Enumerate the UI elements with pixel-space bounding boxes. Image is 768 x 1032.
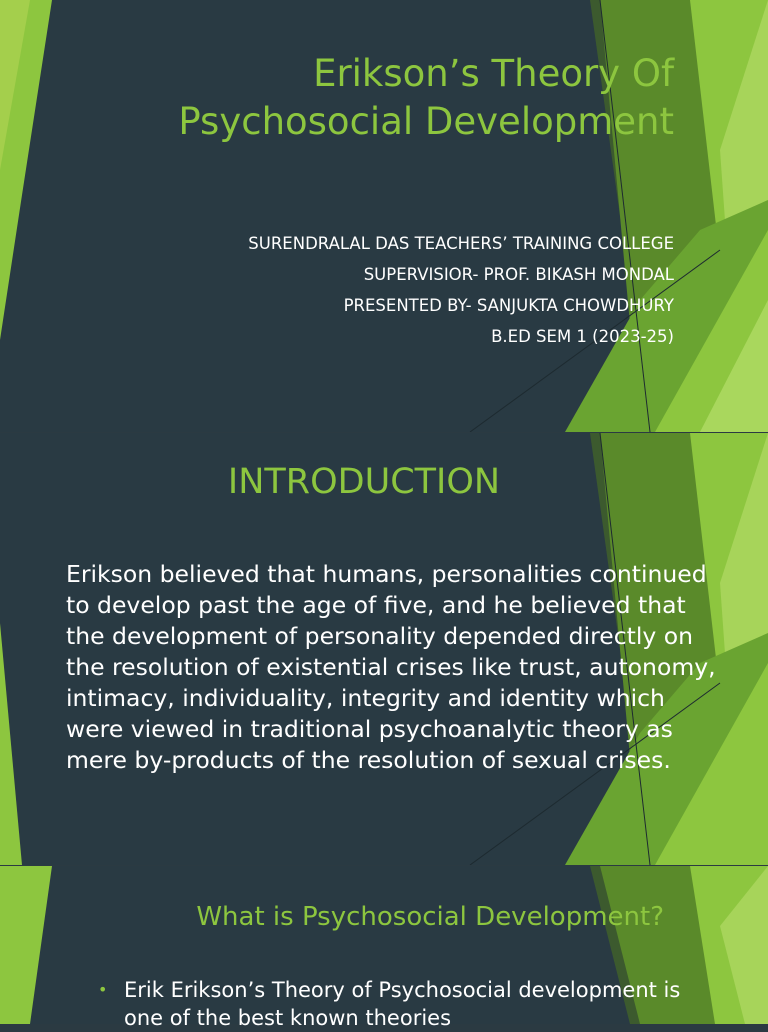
title-line-1: Erikson’s Theory Of <box>313 52 674 95</box>
introduction-heading: INTRODUCTION <box>227 462 501 502</box>
slide-title <box>0 0 768 432</box>
college-name: SURENDRALAL DAS TEACHERS’ TRAINING COLLEGE <box>248 234 674 253</box>
bullet-text: Erik Erikson’s Theory of Psychosocial development is one of the best known theories <box>124 978 681 1030</box>
presenter-name: PRESENTED BY- SANJUKTA CHOWDHURY <box>343 296 674 315</box>
title-line-2: Psychosocial Development <box>178 100 674 143</box>
bullet-icon: • <box>98 980 108 999</box>
introduction-body: Erikson believed that humans, personalities continued to develop past the age of five, and he believed that the development of personality depended directly on the resolution of existential crises like trust, autonomy, intimacy, individuality, integrity and identity which were viewed in traditional psychoanalytic theory as mere by-products of the resolution of sexual crises. <box>66 560 716 774</box>
supervisor-name: SUPERVISIOR- PROF. BIKASH MONDAL <box>363 265 674 284</box>
psychosocial-heading: What is Psychosocial Development? <box>196 902 664 932</box>
presentation-title <box>74 50 674 146</box>
subtitle-block <box>114 228 674 352</box>
course-info: B.ED SEM 1 (2023-25) <box>491 327 674 346</box>
